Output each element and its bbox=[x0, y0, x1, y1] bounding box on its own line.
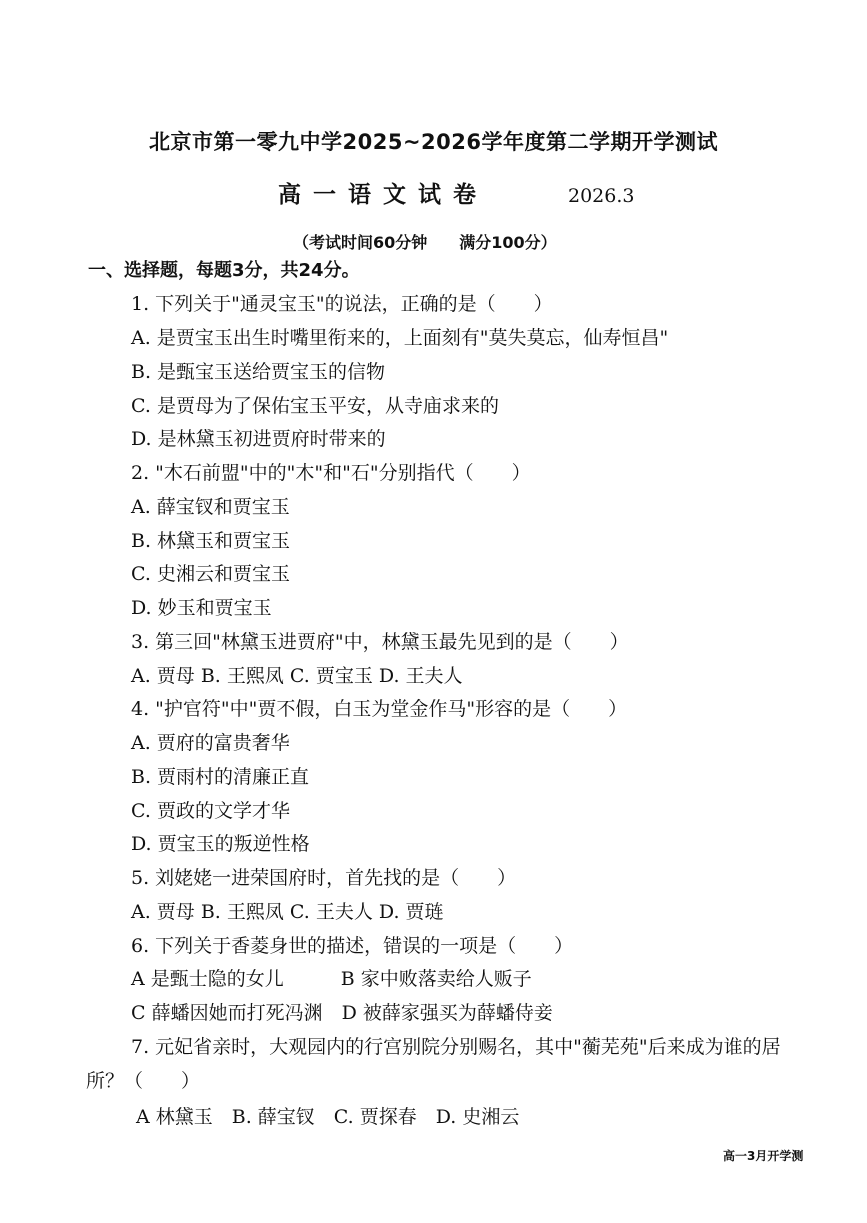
option-line: A. 贾府的富贵奢华 bbox=[131, 732, 290, 754]
option-line: C. 是贾母为了保佑宝玉平安，从寺庙求来的 bbox=[131, 395, 499, 417]
option-line: B. 贾雨村的清廉正直 bbox=[131, 766, 310, 788]
title-date: 2026.3 bbox=[568, 185, 635, 207]
question-line: 4. "护官符"中"贾不假，白玉为堂金作马"形容的是（ ） bbox=[131, 698, 628, 720]
option-line: A. 薛宝钗和贾宝玉 bbox=[131, 496, 290, 518]
question-line: 5. 刘姥姥一进荣国府时，首先找的是（ ） bbox=[131, 867, 517, 889]
option-line: B. 林黛玉和贾宝玉 bbox=[131, 530, 291, 552]
option-line: A 是甄士隐的女儿 B 家中败落卖给人贩子 bbox=[131, 968, 532, 990]
option-line: A. 贾母 B. 王熙凤 C. 贾宝玉 D. 王夫人 bbox=[131, 665, 463, 687]
page-footer: 高一3月开学测 bbox=[723, 1149, 804, 1163]
title-subject: 高一语文试卷 bbox=[278, 182, 488, 208]
option-line: C. 贾政的文学才华 bbox=[131, 800, 290, 822]
option-line: A. 是贾宝玉出生时嘴里衔来的，上面刻有"莫失莫忘，仙寿恒昌" bbox=[131, 327, 669, 349]
question-continuation: 所？（ ） bbox=[86, 1070, 201, 1092]
title-main: 北京市第一零九中学2025~2026学年度第二学期开学测试 bbox=[149, 130, 718, 154]
option-line: A 林黛玉 B. 薛宝钗 C. 贾探春 D. 史湘云 bbox=[136, 1106, 520, 1128]
option-line: B. 是甄宝玉送给贾宝玉的信物 bbox=[131, 361, 386, 383]
question-line: 3. 第三回"林黛玉进贾府"中，林黛玉最先见到的是（ ） bbox=[131, 631, 629, 653]
option-line: D. 贾宝玉的叛逆性格 bbox=[131, 833, 310, 855]
question-line: 1. 下列关于"通灵宝玉"的说法，正确的是（ ） bbox=[131, 293, 553, 315]
exam-info: （考试时间60分钟 满分100分） bbox=[293, 233, 557, 252]
option-line: C 薛蟠因她而打死冯渊 D 被薛家强买为薛蟠侍妾 bbox=[131, 1002, 553, 1024]
question-line: 6. 下列关于香菱身世的描述，错误的一项是（ ） bbox=[131, 935, 574, 957]
section-heading: 一、选择题，每题3分，共24分。 bbox=[88, 260, 360, 281]
question-line: 2. "木石前盟"中的"木"和"石"分别指代（ ） bbox=[131, 462, 531, 484]
option-line: A. 贾母 B. 王熙凤 C. 王夫人 D. 贾琏 bbox=[131, 901, 444, 923]
question-line: 7. 元妃省亲时，大观园内的行宫别院分别赐名，其中"蘅芜苑"后来成为谁的居 bbox=[131, 1036, 781, 1058]
option-line: C. 史湘云和贾宝玉 bbox=[131, 563, 290, 585]
option-line: D. 妙玉和贾宝玉 bbox=[131, 597, 272, 619]
option-line: D. 是林黛玉初进贾府时带来的 bbox=[131, 428, 386, 450]
